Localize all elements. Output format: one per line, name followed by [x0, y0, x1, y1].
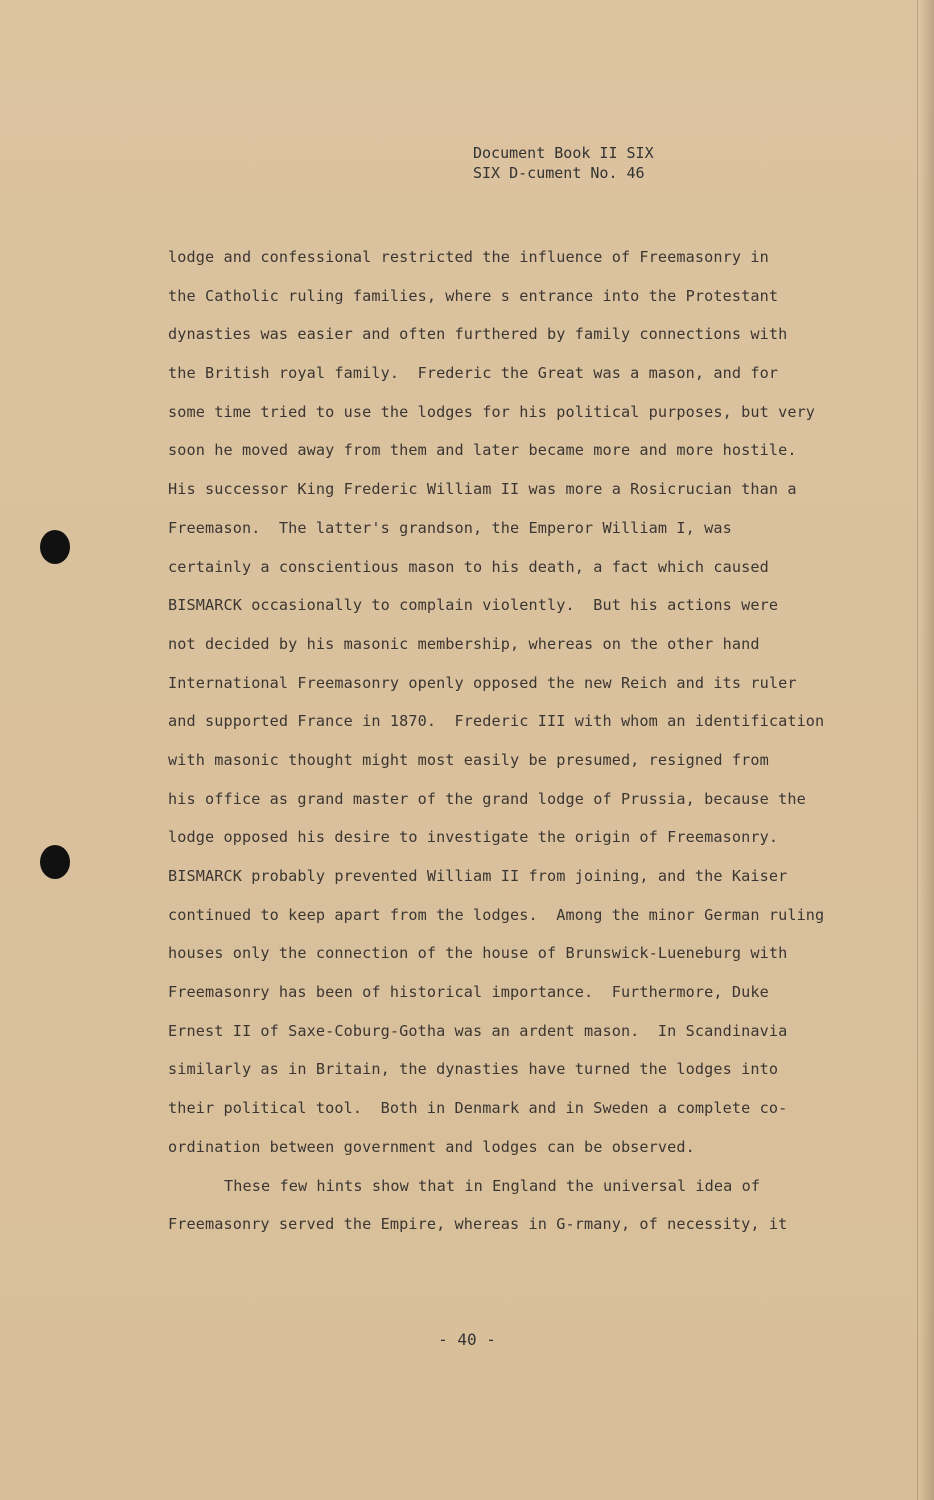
text-line: not decided by his masonic membership, whereas on the other hand: [168, 634, 760, 653]
page-edge-line: [917, 0, 918, 1500]
text-line: BISMARCK probably prevented William II from joining, and the Kaiser: [168, 867, 788, 885]
text-line: Freemasonry has been of historical importance. Furthermore, Duke: [168, 983, 769, 1002]
text-line: soon he moved away from them and later became more and more hostile.: [168, 441, 797, 460]
text-line: similarly as in Britain, the dynasties have turned the lodges into: [168, 1060, 779, 1079]
text-line: His successor King Frederic William II was more a Rosicrucian than a: [168, 480, 797, 499]
text-line: lodge and confessional restricted the influence of Freemasonry in: [168, 248, 769, 266]
punch-hole-lower: [40, 845, 70, 879]
text-line: their political tool. Both in Denmark and in Sweden a complete co-: [168, 1099, 788, 1118]
text-line: his office as grand master of the grand lodge of Prussia, because the: [168, 789, 806, 808]
text-line: International Freemasonry openly opposed the new Reich and its ruler: [168, 673, 797, 692]
punch-hole-upper: [40, 530, 70, 564]
text-line: certainly a conscientious mason to his death, a fact which caused: [168, 557, 769, 576]
text-line: BISMARCK occasionally to complain violently. But his actions were: [168, 596, 779, 615]
text-line: the British royal family. Frederic the Great was a mason, and for: [168, 364, 779, 383]
text-line-paragraph-start: These few hints show that in England the universal idea of: [224, 1176, 761, 1195]
text-line: Ernest II of Saxe-Coburg-Gotha was an ardent mason. In Scandinavia: [168, 1021, 788, 1040]
text-line: with masonic thought might most easily be presumed, resigned from: [168, 750, 769, 769]
text-line: Freemason. The latter's grandson, the Emperor William I, was: [168, 518, 732, 537]
header-line-book: Document Book II SIX: [473, 144, 654, 162]
header-line-document-number: SIX D-cument No. 46: [473, 164, 645, 182]
page-edge-shadow: [920, 0, 934, 1500]
text-line: and supported France in 1870. Frederic III with whom an identification: [168, 712, 825, 731]
document-header: [473, 143, 654, 183]
text-line: continued to keep apart from the lodges. Among the minor German ruling: [168, 905, 825, 924]
text-line: the Catholic ruling families, where s entrance into the Protestant: [168, 286, 779, 305]
text-line: lodge opposed his desire to investigate the origin of Freemasonry.: [168, 828, 779, 847]
text-line: ordination between government and lodges can be observed.: [168, 1137, 695, 1156]
text-line: some time tried to use the lodges for his political purposes, but very: [168, 402, 816, 421]
text-line: Freemasonry served the Empire, whereas in G-rmany, of necessity, it: [168, 1215, 788, 1234]
body-text: [168, 238, 868, 1244]
page-number: - 40 -: [438, 1330, 496, 1349]
text-line: dynasties was easier and often furthered by family connections with: [168, 325, 788, 344]
text-line: houses only the connection of the house of Brunswick-Lueneburg with: [168, 944, 788, 963]
